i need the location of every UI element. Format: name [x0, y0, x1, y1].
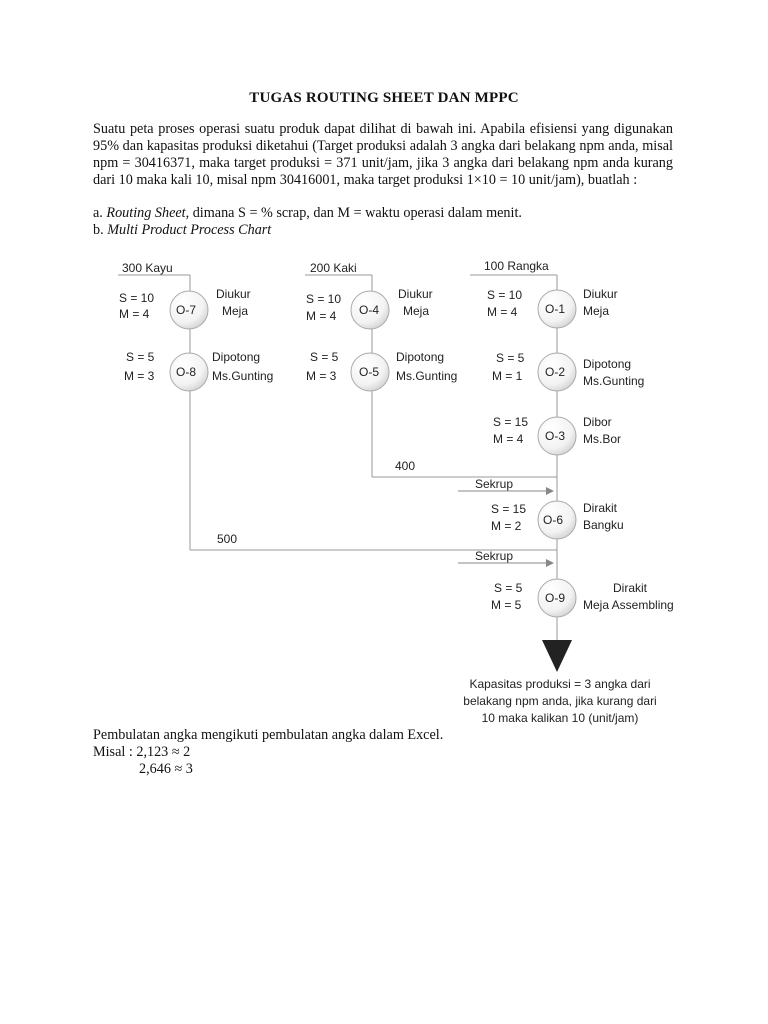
op-s-o1: S = 10	[487, 288, 523, 302]
item-b-italic: Multi Product Process Chart	[107, 222, 272, 238]
op-s-o8: S = 5	[126, 350, 155, 364]
op-s-o9: S = 5	[494, 581, 523, 595]
item-a-prefix: a.	[93, 205, 107, 221]
material-label-rangka: 100 Rangka	[484, 259, 549, 273]
op-m-o7: M = 4	[119, 307, 150, 321]
item-a-rest: , dimana S = % scrap, dan M = waktu operasi dalam menit.	[185, 205, 522, 221]
sekrup-label-2: Sekrup	[475, 549, 514, 563]
op-desc2-o8: Ms.Gunting	[212, 369, 274, 383]
material-label-kayu: 300 Kayu	[122, 261, 173, 275]
operation-id-o3: O-3	[545, 429, 566, 443]
capacity-note-line-3: 10 maka kalikan 10 (unit/jam)	[481, 711, 639, 725]
item-a-italic: Routing Sheet	[106, 205, 186, 221]
material-label-kaki: 200 Kaki	[310, 261, 357, 275]
op-m-o2: M = 1	[492, 369, 523, 383]
op-desc2-o9: Meja Assembling	[583, 598, 674, 612]
op-m-o4: M = 4	[306, 309, 337, 323]
op-m-o9: M = 5	[491, 598, 522, 612]
op-m-o1: M = 4	[487, 305, 518, 319]
op-desc2-o1: Meja	[583, 304, 610, 318]
op-desc2-o3: Ms.Bor	[583, 432, 622, 446]
operation-id-o4: O-4	[359, 303, 380, 317]
op-desc1-o8: Dipotong	[212, 350, 261, 364]
op-desc1-o9: Dirakit	[613, 581, 648, 595]
flow-label-400: 400	[395, 459, 416, 473]
operation-id-o1: O-1	[545, 302, 566, 316]
op-desc1-o1: Diukur	[583, 287, 618, 301]
op-desc2-o5: Ms.Gunting	[396, 369, 458, 383]
operation-id-o2: O-2	[545, 365, 566, 379]
rounding-example-1: Misal : 2,123 ≈ 2	[93, 744, 191, 760]
document-title: TUGAS ROUTING SHEET DAN MPPC	[249, 90, 519, 106]
op-s-o3: S = 15	[493, 415, 529, 429]
operation-id-o9: O-9	[545, 591, 566, 605]
op-m-o8: M = 3	[124, 369, 155, 383]
sekrup-label-1: Sekrup	[475, 477, 514, 491]
operation-id-o7: O-7	[176, 303, 197, 317]
op-m-o6: M = 2	[491, 519, 522, 533]
op-m-o3: M = 4	[493, 432, 524, 446]
op-desc1-o3: Dibor	[583, 415, 612, 429]
rounding-example-2: 2,646 ≈ 3	[139, 761, 193, 777]
operation-id-o6: O-6	[543, 513, 564, 527]
op-m-o5: M = 3	[306, 369, 337, 383]
capacity-note-line-1: Kapasitas produksi = 3 angka dari	[469, 677, 651, 691]
item-b-prefix: b.	[93, 222, 108, 238]
op-desc2-o2: Ms.Gunting	[583, 374, 645, 388]
op-desc2-o4: Meja	[403, 304, 430, 318]
capacity-note	[440, 676, 680, 727]
op-s-o2: S = 5	[496, 351, 525, 365]
operation-id-o8: O-8	[176, 365, 197, 379]
op-desc2-o6: Bangku	[583, 518, 624, 532]
op-desc1-o4: Diukur	[398, 287, 433, 301]
operation-id-o5: O-5	[359, 365, 380, 379]
capacity-note-line-2: belakang npm anda, jika kurang dari	[463, 694, 657, 708]
op-desc2-o7: Meja	[222, 304, 249, 318]
op-s-o6: S = 15	[491, 502, 527, 516]
rounding-note: Pembulatan angka mengikuti pembulatan angka dalam Excel.	[93, 727, 444, 743]
flow-label-500: 500	[217, 532, 238, 546]
op-desc1-o2: Dipotong	[583, 357, 632, 371]
op-desc1-o6: Dirakit	[583, 501, 618, 515]
op-s-o5: S = 5	[310, 350, 339, 364]
op-desc1-o5: Dipotong	[396, 350, 445, 364]
op-s-o4: S = 10	[306, 292, 342, 306]
op-desc1-o7: Diukur	[216, 287, 251, 301]
intro-paragraph: Suatu peta proses operasi suatu produk dapat dilihat di bawah ini. Apabila efisiensi yang digunakan 95% dan kapasitas produksi diketahui (Target produksi adalah 3 angka dari belakang npm anda, misal npm = 30416371, maka target produksi = 371 unit/jam, jika 3 angka dari belakang npm anda kurang dari 10 maka kali 10, misal npm 30416001, maka target produksi 1×10 = 10 unit/jam), buatlah :	[93, 121, 673, 188]
output-arrowhead	[542, 640, 572, 672]
op-s-o7: S = 10	[119, 291, 155, 305]
